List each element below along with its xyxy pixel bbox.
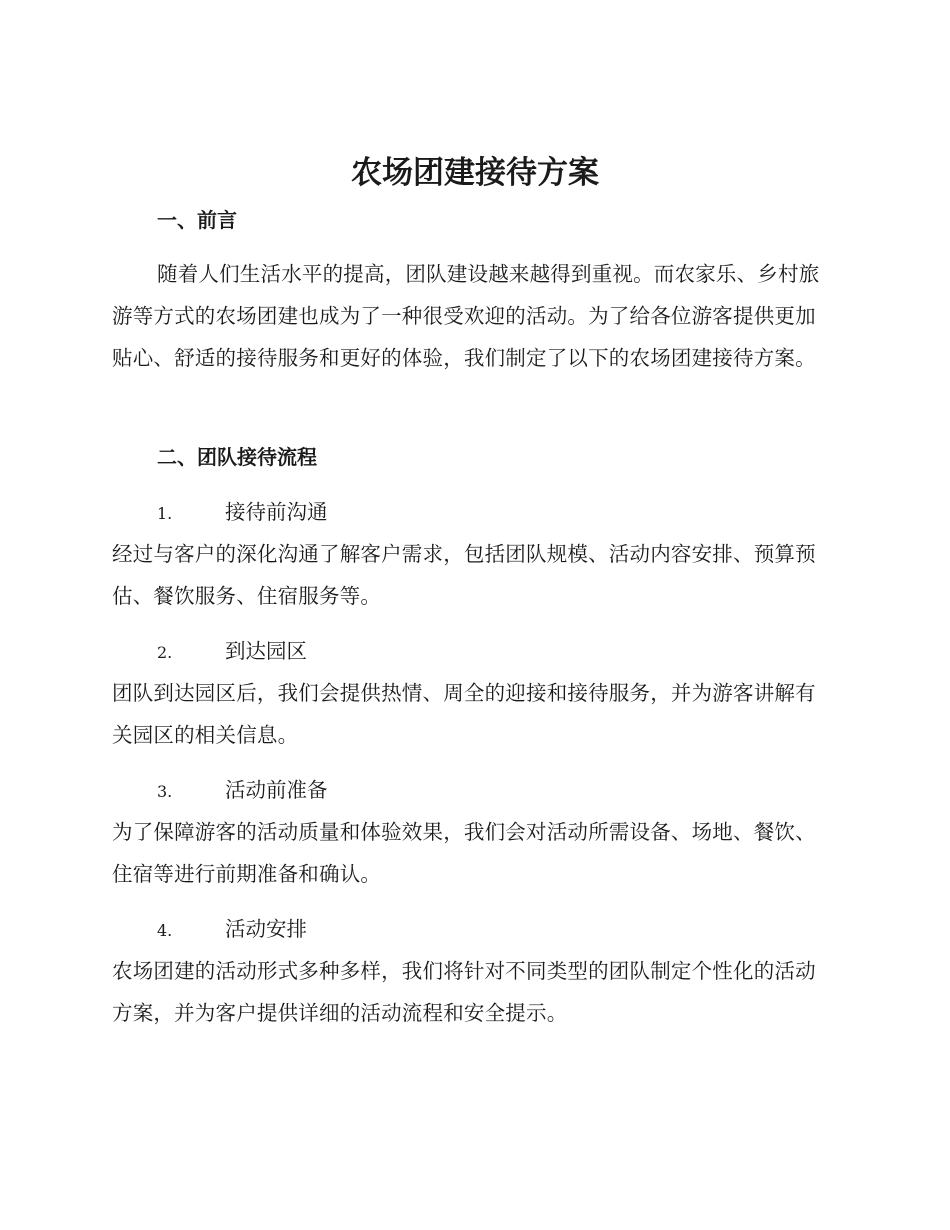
list-item-heading [157,636,307,668]
list-item-number: 1. [157,504,173,523]
list-item-label: 接待前沟通 [225,500,328,524]
list-item-heading [157,775,328,807]
document-title: 农场团建接待方案 [351,155,599,191]
list-item-number: 4. [157,921,173,940]
list-item-text: 团队到达园区后，我们会提供热情、周全的迎接和接待服务，并为游客讲解有关园区的相关信息。 [112,681,816,747]
list-item-number: 3. [157,782,173,801]
list-item-heading [157,497,328,529]
list-item-label: 活动安排 [225,917,307,941]
preface-paragraph: 随着人们生活水平的提高，团队建设越来越得到重视。而农家乐、乡村旅游等方式的农场团建也成为了一种很受欢迎的活动。为了给各位游客提供更加贴心、舒适的接待服务和更好的体验，我们制定了以下的农场团建接待方案。 [112,262,820,370]
list-item-text: 农场团建的活动形式多种多样，我们将针对不同类型的团队制定个性化的活动方案，并为客户提供详细的活动流程和安全提示。 [112,959,816,1025]
section-heading-preface: 一、前言 [157,208,237,232]
section-heading-process: 二、团队接待流程 [157,445,317,469]
list-item-text: 经过与客户的深化沟通了解客户需求，包括团队规模、活动内容安排、预算预估、餐饮服务、住宿服务等。 [112,542,816,608]
list-item-label: 活动前准备 [225,778,328,802]
list-item-heading [157,914,307,946]
list-item-label: 到达园区 [225,639,307,663]
list-item-text: 为了保障游客的活动质量和体验效果，我们会对活动所需设备、场地、餐饮、住宿等进行前期准备和确认。 [112,820,816,886]
list-item-number: 2. [157,643,173,662]
